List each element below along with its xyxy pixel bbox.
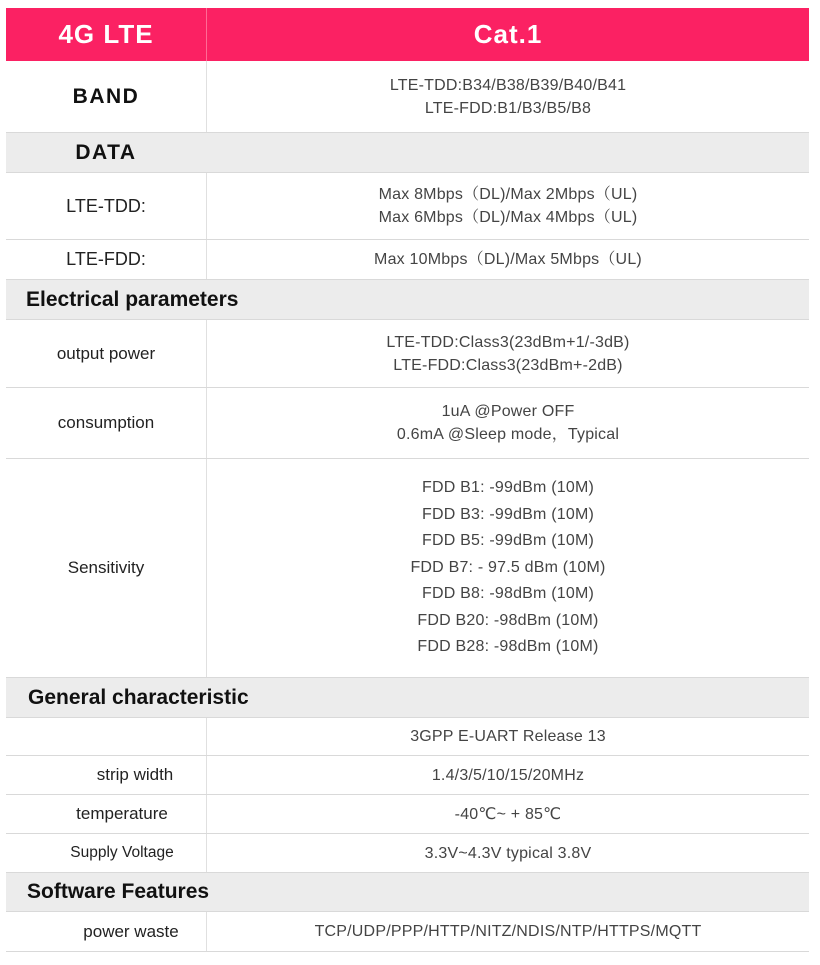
sensitivity-b20: FDD B20: -98dBm (10M) xyxy=(417,611,599,629)
section-title-data: DATA xyxy=(75,140,137,164)
temperature-value: -40℃~ + 85℃ xyxy=(206,795,809,833)
supply-voltage-label: Supply Voltage xyxy=(70,844,174,861)
output-power-values xyxy=(206,320,809,387)
sensitivity-b5: FDD B5: -99dBm (10M) xyxy=(421,532,595,550)
sensitivity-label: Sensitivity xyxy=(67,558,145,577)
lte-fdd-value-1: Max 10Mbps（DL)/Max 5Mbps（UL) xyxy=(374,251,642,268)
lte-fdd-label: LTE-FDD: xyxy=(66,249,146,269)
release-label xyxy=(6,718,206,755)
section-electrical xyxy=(6,280,809,320)
section-data xyxy=(6,133,809,173)
header-col-cat1: Cat.1 xyxy=(206,8,809,61)
strip-width-value: 1.4/3/5/10/15/20MHz xyxy=(206,756,809,794)
lte-tdd-value-1: Max 8Mbps（DL)/Max 2Mbps（UL) xyxy=(378,186,638,203)
section-software xyxy=(6,873,809,912)
power-waste-value: TCP/UDP/PPP/HTTP/NITZ/NDIS/NTP/HTTPS/MQTT xyxy=(206,912,809,951)
power-waste-label: power waste xyxy=(83,921,179,941)
sensitivity-b8: FDD B8: -98dBm (10M) xyxy=(421,585,595,603)
table-row-lte-fdd xyxy=(6,240,809,280)
table-row-sensitivity xyxy=(6,459,809,678)
sensitivity-values xyxy=(206,459,809,677)
lte-tdd-value-2: Max 6Mbps（DL)/Max 4Mbps（UL) xyxy=(378,209,638,226)
sensitivity-b28: FDD B28: -98dBm (10M) xyxy=(417,638,599,656)
release-value: 3GPP E-UART Release 13 xyxy=(206,718,809,755)
section-title-software: Software Features xyxy=(27,880,210,903)
table-header xyxy=(6,8,809,61)
band-value-tdd: LTE-TDD:B34/B38/B39/B40/B41 xyxy=(389,76,627,94)
band-value-fdd: LTE-FDD:B1/B3/B5/B8 xyxy=(424,99,592,117)
consumption-label: consumption xyxy=(57,413,155,432)
section-title-general: General characteristic xyxy=(28,685,249,709)
table-row-temperature xyxy=(6,795,809,834)
consumption-value-off: 1uA @Power OFF xyxy=(441,403,575,420)
temperature-label: temperature xyxy=(76,804,168,823)
section-general xyxy=(6,678,809,718)
section-title-electrical: Electrical parameters xyxy=(26,287,239,311)
lte-tdd-label: LTE-TDD: xyxy=(66,195,146,216)
table-row-band xyxy=(6,61,809,133)
lte-fdd-values xyxy=(206,240,809,279)
table-row-strip-width xyxy=(6,756,809,795)
sensitivity-b7: FDD B7: - 97.5 dBm (10M) xyxy=(410,558,606,576)
consumption-values xyxy=(206,388,809,458)
output-power-value-tdd: LTE-TDD:Class3(23dBm+1/-3dB) xyxy=(386,333,630,351)
lte-tdd-values xyxy=(206,173,809,239)
strip-width-label: strip width xyxy=(96,765,174,784)
supply-voltage-value: 3.3V~4.3V typical 3.8V xyxy=(206,834,809,872)
band-label: BAND xyxy=(72,84,140,108)
table-row-lte-tdd xyxy=(6,173,809,240)
table-row-release xyxy=(6,718,809,756)
consumption-value-sleep: 0.6mA @Sleep mode，Typical xyxy=(396,426,620,443)
output-power-value-fdd: LTE-FDD:Class3(23dBm+-2dB) xyxy=(393,356,623,374)
output-power-label: output power xyxy=(56,343,156,363)
table-row-consumption xyxy=(6,388,809,459)
table-row-output-power xyxy=(6,320,809,388)
band-values xyxy=(206,61,809,132)
header-col-4g-lte: 4G LTE xyxy=(58,19,154,49)
sensitivity-b3: FDD B3: -99dBm (10M) xyxy=(421,505,595,523)
sensitivity-b1: FDD B1: -99dBm (10M) xyxy=(421,479,595,497)
table-row-supply-voltage xyxy=(6,834,809,873)
table-row-power-waste xyxy=(6,912,809,952)
